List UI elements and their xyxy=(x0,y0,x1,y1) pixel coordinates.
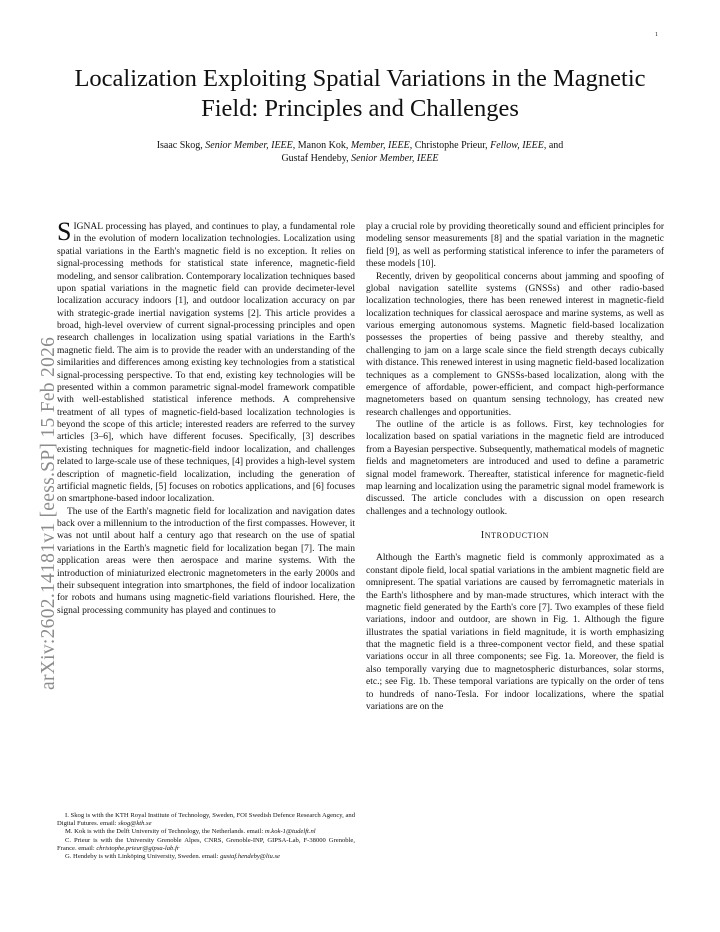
author-separator: , and xyxy=(543,140,564,151)
footnote-text: M. Kok is with the Delft University of Technology, the Netherlands. email: xyxy=(65,828,265,836)
footnote-email: gustaf.hendeby@liu.se xyxy=(220,853,280,861)
footnote-email: m.kok-1@tudelft.nl xyxy=(264,828,316,836)
heading-initial: I xyxy=(480,530,485,541)
footnote-email: skog@kth.se xyxy=(118,820,152,828)
author-affiliation: Fellow, IEEE xyxy=(490,140,544,151)
footnote xyxy=(57,812,355,828)
paragraph-text: IGNAL processing has played, and continues to play, a fundamental role in the evolution of modern localization technologies. Localization using spatial variations in the Earth's magnetic field is no exception. It relies on signal-processing methods for statistical state inference, magnetic-field modeling, and sensor calibration. Contemporary localization techniques based upon spatial variations in the magnetic field can provide decimeter-level localization accuracy indoors [1], and outdoor localization accuracy on par with strategic-grade inertial navigation systems [2]. This article provides a broad, high-level overview of current signal-processing principles and open research challenges in localization using spatial variations in the Earth's magnetic field. The aim is to provide the reader with an understanding of the similarities and differences among existing key technologies from a statistical signal-processing perspective. To that end, existing key technologies will be presented within a common parametric signal-model framework compatible with well-established statistical inference methods. A comprehensive treatment of all types of magnetic-field-based localization technologies is beyond the scope of this article; interested readers are referred to the survey articles [3–6], which have different focuses. Specifically, [3] describes existing techniques for magnetic-field indoor localization, and challenges related to large-scale use of these techniques, [4] provides a high-level system description of magnetic-field localization, including the generation of artificial magnetic fields, [5] focuses on robotics applications, and [6] focuses on smartphone-based indoor localization. xyxy=(57,222,355,505)
intro-paragraph xyxy=(57,217,355,506)
footnote xyxy=(57,828,355,836)
author-affiliation: Senior Member, IEEE xyxy=(351,153,439,164)
author-name: Isaac Skog, xyxy=(156,140,206,151)
author-name: Manon Kok, xyxy=(297,140,351,151)
heading-rest: NTRODUCTION xyxy=(484,531,550,540)
author-list xyxy=(80,139,640,165)
paragraph: The use of the Earth's magnetic field for localization and navigation dates back over a millennium to the introduction of the first compasses. However, it was not until about half a century ago that research on the use of spatial variations in the Earth's magnetic field for localization began [7]. The main application areas were then aerospace and marine systems. With the introduction of miniaturized electronic magnetometers in the early 2000s and their subsequent integration into smartphones, the field of indoor localization for robots and humans using magnetic-field variations flourished. Here, the signal processing community has played and continues to xyxy=(57,506,355,616)
paragraph: The outline of the article is as follows. First, key technologies for localization based on spatial variations in the magnetic field are introduced from a Bayesian perspective. Subsequently, mathematical models of magnetic fields and magnetometers are introduced and used to define a parametric signal model framework. Thereafter, statistical inference for magnetic-field map learning and localization using the parametric signal model framework is discussed. The article concludes with a discussion on open research challenges and a technology outlook. xyxy=(366,420,664,517)
body-column-right xyxy=(366,221,664,713)
section-heading-introduction xyxy=(366,530,664,542)
paragraph: play a crucial role by providing theoretically sound and efficient principles for modeling sensor measurements [8] and the spatial variation in the magnetic field [9], as well as performing statistical inference to infer the parameters of these models [10]. xyxy=(366,222,664,270)
footnote-email: christophe.prieur@gipsa-lab.fr xyxy=(96,844,180,852)
footnote-text: I. Skog is with the KTH Royal Institute of Technology, Sweden, FOI Swedish Defence Research Agency, and Digital Futures. email: xyxy=(57,812,355,828)
footnote-text: C. Prieur is with the University Grenoble Alpes, CNRS, Grenoble-INP, GIPSA-Lab, F-38000 Grenoble, France. email: xyxy=(57,836,355,852)
arxiv-identifier-stamp: arXiv:2602.14181v1 [eess.SP] 15 Feb 2026 xyxy=(38,336,59,690)
author-name: Christophe Prieur, xyxy=(414,140,491,151)
page-number: 1 xyxy=(655,32,658,38)
body-column-left xyxy=(57,217,355,617)
footnote-text: G. Hendeby is with Linköping University, Sweden. email: xyxy=(65,853,221,861)
author-separator: , xyxy=(409,140,415,151)
footnote xyxy=(57,837,355,853)
author-footnotes xyxy=(57,812,355,861)
paragraph: Recently, driven by geopolitical concerns about jamming and spoofing of global navigation satellite systems (GNSSs) and other radio-based localization technologies, there has been renewed interest in magnetic-field localization techniques for classical aerospace and marine systems, as well as various emerging autonomous systems. Magnetic field-based localization possesses the properties of being passive and thereby stealthy, and challenging to jam on a large scale since the field strength decays cubically with distance. This renewed interest in using magnetic field-based localization techniques as a complement to GNSSs-based localization, along with the emergence of affordable, power-efficient, and compact high-performance magnetometers based on quantum sensing technology, has created new research challenges and opportunities. xyxy=(366,271,664,418)
author-separator: , xyxy=(292,140,298,151)
paper-title: Localization Exploiting Spatial Variations in the Magnetic Field: Principles and Challenges xyxy=(74,65,646,122)
author-name: Gustaf Hendeby, xyxy=(281,153,352,164)
dropcap-letter: S xyxy=(57,217,72,246)
author-affiliation: Senior Member, IEEE xyxy=(205,140,293,151)
author-affiliation: Member, IEEE xyxy=(350,140,410,151)
paragraph: Although the Earth's magnetic field is commonly approximated as a constant dipole field, local spatial variations in the ambient magnetic field are omnipresent. The spatial variations are caused by ferromagnetic materials in the Earth's lithosphere and by man-made structures, which interact with the magnetic field generated by the Earth's core [7]. Two examples of these field variations, indoor and outdoor, are shown in Fig. 1. Although the figure illustrates the spatial variations in field magnitude, it is worth emphasizing that the magnetic field is a three-component vector field, and these spatial variations occur in all three components; see Fig. 1a. Moreover, the field is also temporally varying due to magnetospheric disturbances, solar storms, etc.; see Fig. 1b. These temporal variations are typically on the order of tens to hundreds of nano-Tesla. For indoor localizations, where the spatial variations are on the xyxy=(366,553,664,712)
footnote xyxy=(57,853,355,861)
